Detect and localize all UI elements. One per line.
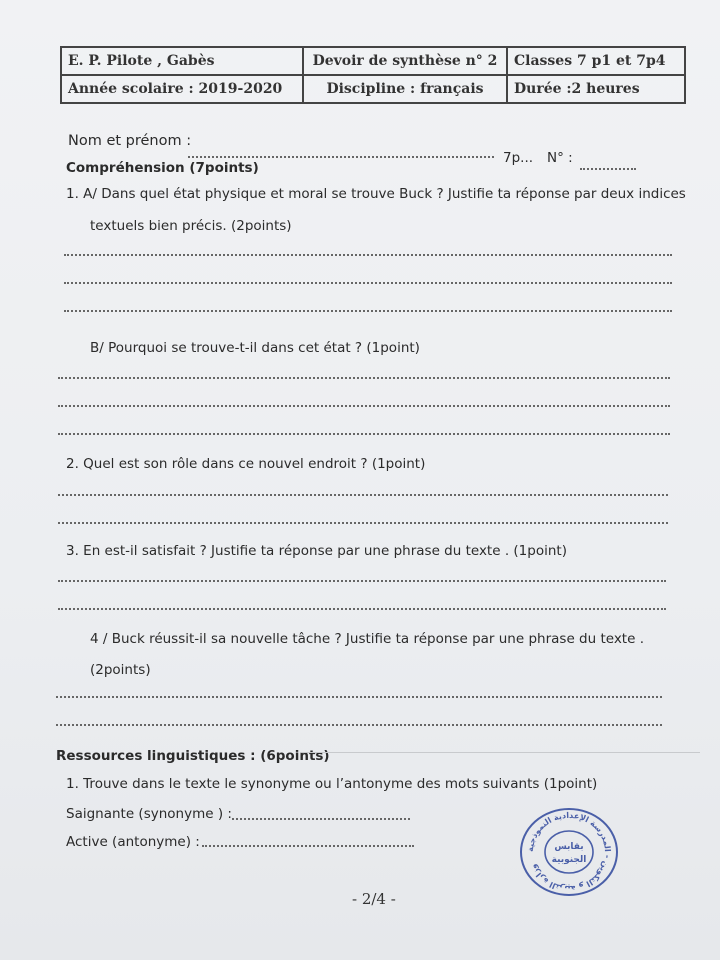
- question-2: 2. Quel est son rôle dans ce nouvel endroit ? (1point): [66, 456, 426, 472]
- year-cell: Année scolaire : 2019-2020: [61, 75, 303, 103]
- answer-line[interactable]: [58, 522, 668, 524]
- answer-line[interactable]: [58, 494, 668, 496]
- answer-line[interactable]: [64, 310, 672, 312]
- classes-cell: Classes 7 p1 et 7p4: [507, 47, 685, 75]
- item-saignante: Saignante (synonyme ) :: [66, 806, 232, 822]
- question-3: 3. En est-il satisfait ? Justifie ta réponse par une phrase du texte . (1point): [66, 543, 567, 559]
- svg-text:وزارة التربية و التكوين - المد: [526, 811, 612, 893]
- discipline-cell: Discipline : français: [303, 75, 507, 103]
- answer-line[interactable]: [56, 724, 662, 726]
- answer-line[interactable]: [58, 608, 666, 610]
- class-label: 7p...: [503, 150, 534, 166]
- answer-line[interactable]: [64, 254, 672, 256]
- header-table: [60, 46, 686, 104]
- resources-title: Ressources linguistiques : (6points): [56, 748, 330, 764]
- antonym-answer-line[interactable]: [202, 845, 414, 847]
- duration-cell: Durée :2 heures: [507, 75, 685, 103]
- resources-question-1: 1. Trouve dans le texte le synonyme ou l’antonyme des mots suivants (1point): [66, 776, 598, 792]
- number-label: N° :: [547, 150, 573, 166]
- question-1b: B/ Pourquoi se trouve-t-il dans cet état ? (1point): [90, 340, 420, 356]
- number-answer-line[interactable]: [580, 168, 636, 170]
- school-cell: E. P. Pilote , Gabès: [61, 47, 303, 75]
- stamp-inner-bottom: الجنوبية: [551, 855, 587, 865]
- comprehension-title: Compréhension (7points): [66, 160, 259, 176]
- answer-line[interactable]: [58, 405, 670, 407]
- answer-line[interactable]: [58, 433, 670, 435]
- answer-line[interactable]: [56, 696, 662, 698]
- name-answer-line[interactable]: [188, 156, 494, 158]
- stamp-inner-top: بقابس: [554, 842, 584, 852]
- page-number: - 2/4 -: [352, 890, 396, 908]
- synonym-answer-line[interactable]: [232, 818, 410, 820]
- question-1a-line1: 1. A/ Dans quel état physique et moral se trouve Buck ? Justifie ta réponse par deux indices: [66, 186, 686, 202]
- answer-line[interactable]: [58, 377, 670, 379]
- item-active: Active (antonyme) :: [66, 834, 200, 850]
- name-label: Nom et prénom :: [68, 133, 192, 149]
- question-4-line2: (2points): [90, 662, 151, 678]
- answer-line[interactable]: [64, 282, 672, 284]
- question-4-line1: 4 / Buck réussit-il sa nouvelle tâche ? Justifie ta réponse par une phrase du texte .: [90, 631, 644, 647]
- question-1a-line2: textuels bien précis. (2points): [90, 218, 292, 234]
- exam-cell: Devoir de synthèse n° 2: [303, 47, 507, 75]
- stamp-outer-text: وزارة التربية و التكوين - المدرسة الإعدادية النموذجية: [525, 810, 613, 894]
- school-stamp-icon: [518, 806, 620, 898]
- fold-crease: [300, 752, 700, 753]
- answer-line[interactable]: [58, 580, 666, 582]
